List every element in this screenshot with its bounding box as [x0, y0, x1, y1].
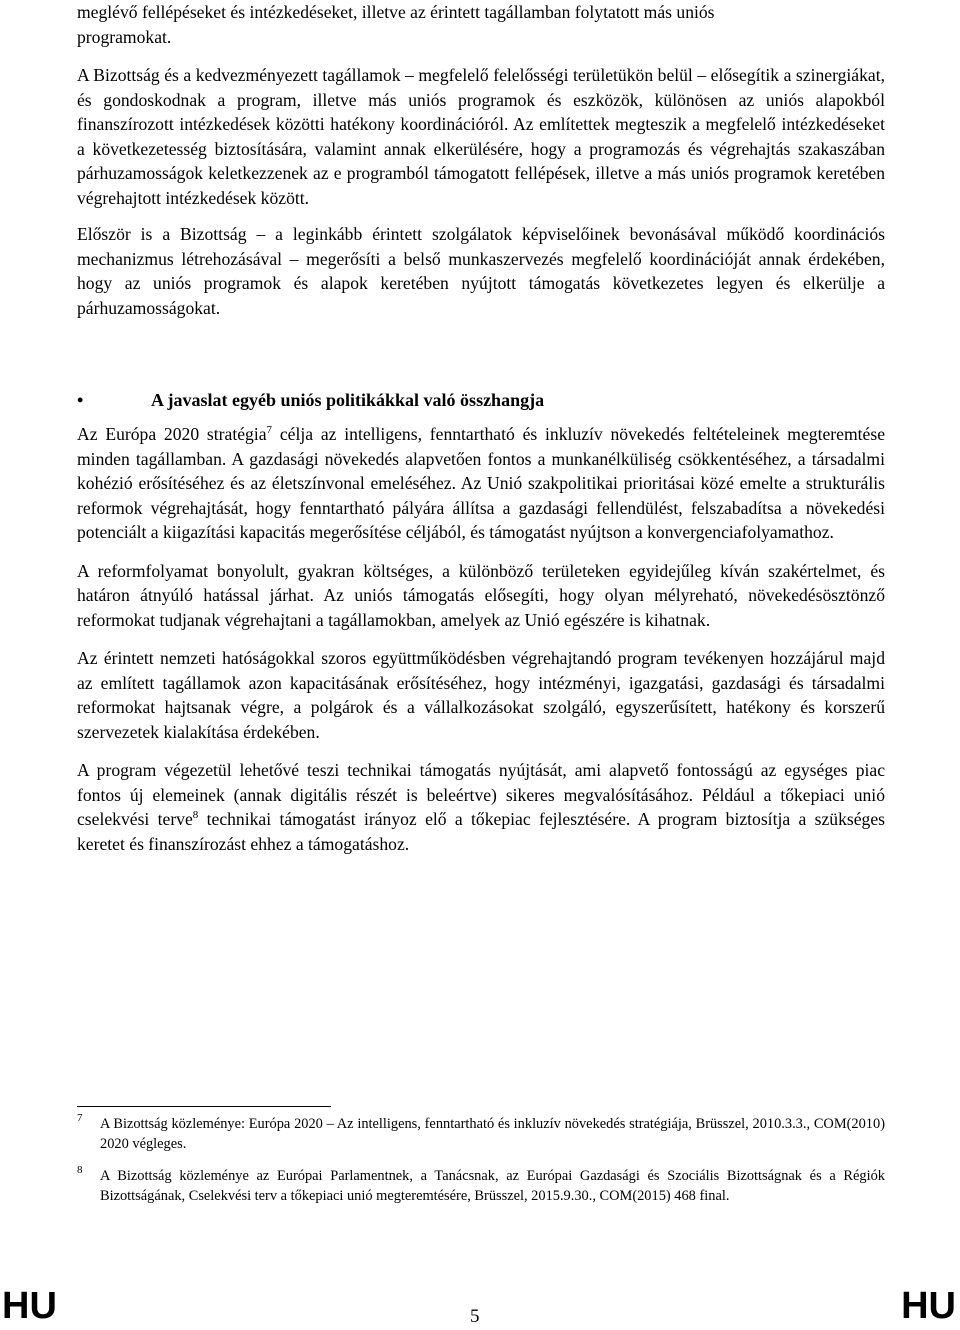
paragraph-europe-2020-text-cont: célja az intelligens, fenntartható és inkluzív növekedés feltételeinek megteremtése minden tagállamban. A gazdasági növekedés alapvetően fontos a munkanélküliség csökkentéséhez, a társadalmi kohézió erősítéséhez és az életszínvonal emeléséhez. Az Unió szakpolitikai prioritásai közé emelte a strukturális reformok végrehajtását, hogy fenntartható pályára állítsa a gazdasági fellendülést, felszabadítsa a növekedési potenciált a kiigazítási kapacitás megerősítése céljából, és támogatást nyújtson a konvergenciafolyamathoz.	[77, 424, 886, 542]
footnote-number: 8	[77, 1164, 83, 1176]
footnotes	[77, 1114, 885, 1218]
paragraph-coordination: A Bizottság és a kedvezményezett tagállamok – megfelelő felelősségi területükön belül – elősegítik a szinergiákat, és gondoskodnak a program, illetve más uniós programok és eszközök, különösen az uniós alapokból finanszírozott intézkedések közötti hatékony koordinációról. Az említettek megteszik a megfelelő intézkedéseket a következetesség biztosítására, valamint annak elkerülésére, hogy a programozás és végrehajtás szakaszában párhuzamosságok keletkezzenek az e programból támogatott fellépések, illetve a más uniós programok keretében végrehajtott intézkedések között.	[77, 65, 885, 208]
footnote-separator	[77, 1106, 331, 1107]
section-heading-row	[77, 386, 885, 414]
footnote-ref-7[interactable]: 7	[266, 424, 273, 437]
document-body	[77, 0, 886, 854]
paragraph-technical-support-text-cont: technikai támogatást irányoz elő a tőkepiac fejlesztésére. A program biztosítja a szükséges keretet és finanszírozást ehhez a támogatáshoz.	[77, 809, 885, 854]
footnote-7	[77, 1114, 885, 1154]
continued-line-2: programokat.	[77, 26, 172, 47]
footnote-text: A Bizottság közleménye: Európa 2020 – Az intelligens, fenntartható és inkluzív növekedés stratégiája, Brüsszel, 2010.3.3., COM(2010) 2020 végleges.	[100, 1116, 885, 1152]
paragraph-reform-process: A reformfolyamat bonyolult, gyakran költséges, a különböző területeken egyidejűleg kíván szakértelmet, és határon átnyúló hatással járhat. Az uniós támogatás elősegíti, hogy olyan mélyreható, növekedésösztönző reformokat tudjanak végrehajtani a tagállamokban, amelyek az Unió egészére is kihatnak.	[77, 560, 885, 630]
language-code-right: HU	[901, 1285, 956, 1327]
paragraph-commission-coordination: Először is a Bizottság – a leginkább érintett szolgálatok képviselőinek bevonásával működő koordinációs mechanizmus létrehozásával – megerősíti a belső munkaszervezés megfelelő koordinációját annak érdekében, hogy az uniós programok és alapok keretében nyújtott támogatás következetes legyen és elkerülje a párhuzamosságokat.	[77, 224, 885, 318]
paragraph-national-authorities: Az érintett nemzeti hatóságokkal szoros együttműködésben végrehajtandó program tevékenyen hozzájárul majd az említett tagállamok azon kapacitásának erősítéséhez, hogy intézményi, igazgatási, gazdasági és társadalmi reformokat hajtsanak végre, a polgárok és a vállalkozásokat szolgáló, egyszerűsített, hatékony és korszerű szervezetek kialakítása érdekében.	[77, 648, 885, 742]
paragraph-technical-support-text: A program végezetül lehetővé teszi technikai támogatás nyújtását, ami alapvető fontosságú az egységes piac fontos új elemeinek (annak digitális részét is beleértve) sikeres megvalósításához. Például a tőkepiaci unió cselekvési terve	[77, 760, 885, 829]
paragraph-europe-2020-text: Az Európa 2020 stratégia	[77, 424, 267, 444]
page-number: 5	[470, 1306, 480, 1327]
bullet-icon: •	[77, 390, 84, 410]
section-body	[77, 422, 885, 870]
footnote-text: A Bizottság közleménye az Európai Parlamentnek, a Tanácsnak, az Európai Gazdasági és Szociális Bizottságnak és a Régiók Bizottságának, Cselekvési terv a tőkepiaci unió megteremtésére, Brüsszel, 2015.9.30., COM(2015) 468 final.	[100, 1168, 885, 1204]
continued-paragraph	[77, 0, 885, 49]
paragraph-europe-2020	[77, 422, 885, 545]
footnote-ref-8[interactable]: 8	[192, 809, 199, 822]
language-code-left: HU	[2, 1285, 57, 1327]
continued-line-1: meglévő fellépéseket és intézkedéseket, illetve az érintett tagállamban folytatott más uniós	[77, 2, 715, 22]
footnote-8	[77, 1166, 885, 1206]
paragraph-technical-support	[77, 758, 885, 856]
footnote-number: 7	[77, 1112, 83, 1124]
section-heading: A javaslat egyéb uniós politikákkal való összhangja	[151, 390, 545, 410]
